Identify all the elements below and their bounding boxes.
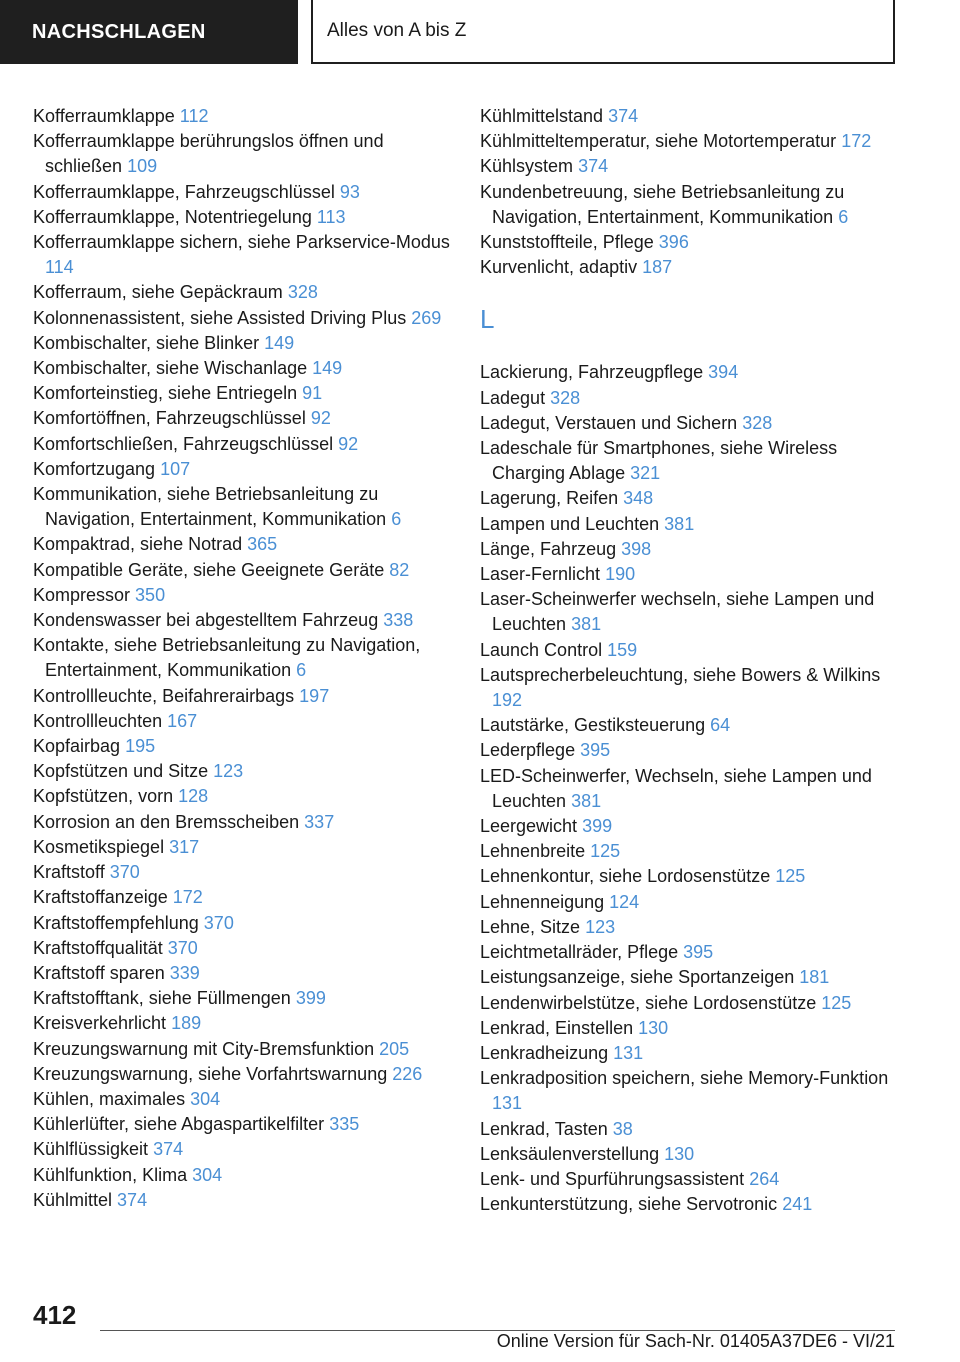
index-entry-term: Komfortöffnen, Fahrzeugschlüssel xyxy=(33,408,306,429)
index-entry-term: Kofferraumklappe xyxy=(33,106,175,126)
index-entry xyxy=(33,1087,453,1112)
page-reference-link[interactable]: 350 xyxy=(135,584,166,605)
index-entry-term: Länge, Fahrzeug xyxy=(480,538,617,559)
page-reference-link[interactable]: 64 xyxy=(710,715,731,736)
page-reference-link[interactable]: 269 xyxy=(411,307,442,328)
index-entry xyxy=(480,991,910,1016)
page-reference-link[interactable]: 92 xyxy=(338,433,359,454)
page-reference-link[interactable]: 130 xyxy=(664,1143,695,1164)
index-entry-term: Lehne, Sitze xyxy=(480,916,581,937)
page-number: 412 xyxy=(33,1300,77,1330)
index-entry xyxy=(33,583,453,608)
index-entry-term: Lendenwirbelstütze, siehe Lordosenstütze xyxy=(480,992,817,1013)
page-reference-link[interactable]: 337 xyxy=(304,811,335,832)
page-reference-link[interactable]: 131 xyxy=(613,1042,644,1063)
page-reference-link[interactable]: 109 xyxy=(127,156,158,177)
page-reference-link[interactable]: 172 xyxy=(172,887,203,908)
page-reference-link[interactable]: 187 xyxy=(642,257,673,278)
page-reference-link[interactable]: 398 xyxy=(621,538,652,559)
index-entry xyxy=(33,784,453,809)
index-entry xyxy=(33,759,453,784)
index-entry-term: Lautstärke, Gestiksteuerung xyxy=(480,715,706,736)
index-entry-term: Lenkrad, Tasten xyxy=(480,1118,608,1139)
index-entry-term: Lehnenbreite xyxy=(480,841,586,862)
index-entry xyxy=(33,810,453,835)
index-entry xyxy=(33,1112,453,1137)
index-entry-term: Kombischalter, siehe Wischanlage xyxy=(33,358,308,379)
index-entry xyxy=(33,734,453,759)
index-group-l xyxy=(480,360,910,1217)
index-entry xyxy=(480,537,910,562)
page-reference-link[interactable]: 395 xyxy=(683,942,714,963)
index-entry xyxy=(33,306,453,331)
index-entry xyxy=(33,280,453,305)
index-entry-term: Lagerung, Reifen xyxy=(480,488,619,509)
page-reference-link[interactable]: 130 xyxy=(638,1017,669,1038)
index-entry-term: Komfortschließen, Fahrzeugschlüssel xyxy=(33,433,334,454)
index-entry-term: Kofferraumklappe, Fahrzeugschlüssel xyxy=(33,181,335,202)
page-reference-link[interactable]: 374 xyxy=(608,106,639,126)
index-entry xyxy=(33,1011,453,1036)
index-entry-term: Kraftstofftank, siehe Füllmengen xyxy=(33,988,291,1009)
index-entry-term: Laser-Fernlicht xyxy=(480,564,601,585)
index-entry-term: Lenkunterstützung, siehe Servotronic xyxy=(480,1194,778,1215)
index-entry-term: Kompaktrad, siehe Notrad xyxy=(33,534,243,555)
index-entry xyxy=(480,1117,910,1142)
index-entry xyxy=(33,1163,453,1188)
index-entry-term: Kompatible Geräte, siehe Geeignete Geräte xyxy=(33,559,385,580)
index-entry-term: Komforteinstieg, siehe Entriegeln xyxy=(33,383,298,404)
index-entry-term: Ladeschale für Smartphones, siehe Wireless Charging Ablage xyxy=(480,438,838,484)
index-entry xyxy=(480,255,910,280)
page-reference-link[interactable]: 149 xyxy=(312,358,343,379)
index-group-k xyxy=(480,104,910,280)
index-entry xyxy=(33,885,453,910)
page-reference-link[interactable]: 125 xyxy=(775,866,806,887)
index-entry-term: Leistungsanzeige, siehe Sportanzeigen xyxy=(480,967,795,988)
index-entry-term: Kofferraumklappe sichern, siehe Parkservice-Modus xyxy=(33,232,450,253)
page-reference-link[interactable]: 91 xyxy=(302,383,323,404)
index-entry xyxy=(480,940,910,965)
page-reference-link[interactable]: 338 xyxy=(383,610,414,631)
page-reference-link[interactable]: 374 xyxy=(153,1139,184,1160)
index-entry-term: Kombischalter, siehe Blinker xyxy=(33,332,260,353)
index-entry xyxy=(480,965,910,990)
index-entry-term: Kraftstoff xyxy=(33,862,105,883)
index-entry xyxy=(480,1016,910,1041)
index-entry xyxy=(33,608,453,633)
page-reference-link[interactable]: 396 xyxy=(658,232,689,253)
index-entry-term: Launch Control xyxy=(480,639,603,660)
index-entry-term: Lenkradheizung xyxy=(480,1042,609,1063)
page-reference-link[interactable]: 107 xyxy=(160,458,191,479)
index-entry xyxy=(480,915,910,940)
index-entry xyxy=(33,457,453,482)
page-reference-link[interactable]: 93 xyxy=(339,181,360,202)
index-entry xyxy=(33,911,453,936)
index-entry xyxy=(33,1062,453,1087)
index-entry xyxy=(33,684,453,709)
section-header xyxy=(311,0,895,64)
index-entry xyxy=(33,532,453,557)
index-entry-term: Lehnenneigung xyxy=(480,891,605,912)
page-reference-link[interactable]: 264 xyxy=(749,1168,780,1189)
index-entry xyxy=(33,986,453,1011)
page-reference-link[interactable]: 123 xyxy=(585,916,616,937)
page-reference-link[interactable]: 321 xyxy=(630,463,661,484)
index-entry-term: Kühlmittel xyxy=(33,1189,113,1210)
page-reference-link[interactable]: 38 xyxy=(612,1118,633,1139)
index-entry-term: Kühlsystem xyxy=(480,156,574,177)
page-reference-link[interactable]: 328 xyxy=(287,282,318,303)
page-reference-link[interactable]: 399 xyxy=(295,988,326,1009)
index-entry-term: Kühlmittelstand xyxy=(480,106,604,126)
index-entry xyxy=(480,1192,910,1217)
index-entry-term: Lenksäulenverstellung xyxy=(480,1143,660,1164)
index-entry-term: Kompressor xyxy=(33,584,131,605)
index-entry-term: Kreuzungswarnung mit City-Bremsfunktion xyxy=(33,1038,375,1059)
page-reference-link[interactable]: 112 xyxy=(179,106,209,126)
index-entry xyxy=(480,587,910,637)
page-reference-link[interactable]: 365 xyxy=(247,534,278,555)
index-entry xyxy=(33,104,453,129)
index-entry xyxy=(480,713,910,738)
index-entry xyxy=(480,1041,910,1066)
index-entry xyxy=(480,890,910,915)
index-entry xyxy=(480,104,910,129)
page-reference-link[interactable]: 6 xyxy=(838,206,849,227)
index-entry-term: Kurvenlicht, adaptiv xyxy=(480,257,638,278)
page-reference-link[interactable]: 348 xyxy=(623,488,654,509)
index-entry-term: Kraftstoffanzeige xyxy=(33,887,168,908)
index-entry xyxy=(480,386,910,411)
page-reference-link[interactable]: 197 xyxy=(299,685,330,706)
page-reference-link[interactable]: 226 xyxy=(392,1063,423,1084)
index-entry-term: Kommunikation, siehe Betriebsanleitung zu Navigation, Entertainment, Kommunikation xyxy=(33,484,387,530)
index-entry xyxy=(480,1167,910,1192)
page-reference-link[interactable]: 6 xyxy=(391,509,402,530)
index-entry-term: Lederpflege xyxy=(480,740,576,761)
index-entry-term: Kreuzungswarnung, siehe Vorfahrtswarnung xyxy=(33,1063,388,1084)
index-entry xyxy=(33,180,453,205)
page-reference-link[interactable]: 304 xyxy=(190,1088,221,1109)
page-reference-link[interactable]: 125 xyxy=(821,992,852,1013)
section-tab-label: NACHSCHLAGEN xyxy=(32,20,206,43)
index-entry-term: Kühlflüssigkeit xyxy=(33,1139,149,1160)
page-reference-link[interactable]: 189 xyxy=(171,1013,202,1034)
index-entry-term: LED-Scheinwerfer, Wechseln, siehe Lampen und Leuchten xyxy=(480,765,872,811)
page-reference-link[interactable]: 399 xyxy=(582,816,613,837)
page-reference-link[interactable]: 328 xyxy=(742,412,773,433)
index-entry xyxy=(33,558,453,583)
index-entry xyxy=(33,860,453,885)
page-reference-link[interactable]: 82 xyxy=(389,559,410,580)
index-entry-term: Laser-Scheinwerfer wechseln, siehe Lampen und Leuchten xyxy=(480,589,875,635)
index-entry xyxy=(33,1188,453,1213)
index-entry-term: Kofferraumklappe, Notentriegelung xyxy=(33,206,312,227)
index-entry xyxy=(33,1137,453,1162)
index-entry-term: Kondenswasser bei abgestelltem Fahrzeug xyxy=(33,610,379,631)
index-entry xyxy=(480,764,910,814)
index-entry xyxy=(480,154,910,179)
page-reference-link[interactable]: 113 xyxy=(316,206,346,227)
index-entry xyxy=(480,864,910,889)
page-reference-link[interactable]: 374 xyxy=(578,156,609,177)
index-entry xyxy=(480,486,910,511)
page-reference-link[interactable]: 394 xyxy=(708,362,739,383)
index-entry xyxy=(480,663,910,713)
index-entry-term: Lenk- und Spurführungsassistent xyxy=(480,1168,745,1189)
index-column-left xyxy=(33,104,453,1213)
index-entry-term: Kontakte, siehe Betriebsanleitung zu Navigation, Entertainment, Kommunikation xyxy=(33,635,421,681)
index-entry xyxy=(33,331,453,356)
page-reference-link[interactable]: 241 xyxy=(782,1194,813,1215)
index-entry-term: Kühlen, maximales xyxy=(33,1088,186,1109)
index-column-right xyxy=(480,104,910,1217)
page-reference-link[interactable]: 123 xyxy=(213,761,244,782)
index-entry xyxy=(480,814,910,839)
index-entry xyxy=(480,1066,910,1116)
index-entry xyxy=(480,180,910,230)
page-reference-link[interactable]: 317 xyxy=(169,836,200,857)
index-entry xyxy=(480,1142,910,1167)
index-entry xyxy=(33,205,453,230)
footer-version-text: Online Version für Sach-Nr. 01405A37DE6 - VI/21 xyxy=(496,1331,895,1351)
index-entry xyxy=(33,709,453,734)
page-reference-link[interactable]: 172 xyxy=(841,131,872,152)
page-reference-link[interactable]: 395 xyxy=(580,740,611,761)
index-entry-term: Kühlerlüfter, siehe Abgaspartikelfilter xyxy=(33,1114,325,1135)
page-reference-link[interactable]: 92 xyxy=(310,408,331,429)
page-reference-link[interactable]: 190 xyxy=(605,564,636,585)
index-entry-term: Kontrollleuchten xyxy=(33,710,163,731)
index-entry xyxy=(480,360,910,385)
index-entry-term: Kofferraum, siehe Gepäckraum xyxy=(33,282,283,303)
index-entry-term: Kunststoffteile, Pflege xyxy=(480,232,654,253)
index-entry xyxy=(33,633,453,683)
index-entry xyxy=(480,839,910,864)
page-reference-link[interactable]: 335 xyxy=(329,1114,360,1135)
page-reference-link[interactable]: 328 xyxy=(550,387,581,408)
index-entry xyxy=(480,230,910,255)
index-entry xyxy=(33,356,453,381)
index-entry-term: Korrosion an den Bremsscheiben xyxy=(33,811,300,832)
index-entry-term: Kopfstützen, vorn xyxy=(33,786,174,807)
page-reference-link[interactable]: 195 xyxy=(125,736,156,757)
index-entry xyxy=(33,835,453,860)
index-entry-term: Kofferraumklappe berührungslos öffnen und schließen xyxy=(33,131,384,177)
index-entry-term: Lehnenkontur, siehe Lordosenstütze xyxy=(480,866,771,887)
page-reference-link[interactable]: 370 xyxy=(109,862,140,883)
index-entry-term: Komfortzugang xyxy=(33,458,156,479)
index-entry xyxy=(33,406,453,431)
index-entry-term: Ladegut, Verstauen und Sichern xyxy=(480,412,738,433)
index-entry-term: Kolonnenassistent, siehe Assisted Driving Plus xyxy=(33,307,407,328)
index-entry xyxy=(480,562,910,587)
index-entry xyxy=(33,432,453,457)
index-entry xyxy=(33,1037,453,1062)
index-entry xyxy=(480,738,910,763)
index-entry-term: Lenkrad, Einstellen xyxy=(480,1017,634,1038)
index-entry xyxy=(480,436,910,486)
index-entry-term: Lackierung, Fahrzeugpflege xyxy=(480,362,704,383)
index-entry xyxy=(480,512,910,537)
section-letter-heading: L xyxy=(480,304,495,335)
page-reference-link[interactable]: 181 xyxy=(799,967,830,988)
page-reference-link[interactable]: 381 xyxy=(664,513,695,534)
page-reference-link[interactable]: 339 xyxy=(169,962,200,983)
index-entry xyxy=(33,129,453,179)
index-entry-term: Kopfstützen und Sitze xyxy=(33,761,209,782)
page-reference-link[interactable]: 370 xyxy=(203,912,234,933)
page-reference-link[interactable]: 159 xyxy=(607,639,638,660)
section-tab xyxy=(0,0,298,64)
page-reference-link[interactable]: 167 xyxy=(167,710,198,731)
page-reference-link[interactable]: 381 xyxy=(571,790,602,811)
index-entry xyxy=(480,129,910,154)
index-entry-term: Lampen und Leuchten xyxy=(480,513,660,534)
section-title: Alles von A bis Z xyxy=(327,20,467,41)
index-entry xyxy=(480,411,910,436)
page-reference-link[interactable]: 149 xyxy=(264,332,295,353)
index-entry xyxy=(33,482,453,532)
index-entry-term: Kühlmitteltemperatur, siehe Motortemperatur xyxy=(480,131,837,152)
page-reference-link[interactable]: 124 xyxy=(609,891,640,912)
index-entry-term: Lautsprecherbeleuchtung, siehe Bowers & Wilkins xyxy=(480,664,881,685)
page-reference-link[interactable]: 6 xyxy=(296,660,307,681)
index-entry xyxy=(33,961,453,986)
index-entry-term: Kraftstoffempfehlung xyxy=(33,912,199,933)
index-entry-term: Kraftstoffqualität xyxy=(33,937,163,958)
page-reference-link[interactable]: 114 xyxy=(45,257,74,278)
index-entry xyxy=(480,638,910,663)
index-entry-term: Kraftstoff sparen xyxy=(33,962,165,983)
page-reference-link[interactable]: 128 xyxy=(178,786,209,807)
index-entry-term: Lenkradposition speichern, siehe Memory-Funktion xyxy=(480,1068,889,1089)
index-entry-term: Kühlfunktion, Klima xyxy=(33,1164,188,1185)
page-reference-link[interactable]: 381 xyxy=(571,614,602,635)
page-reference-link[interactable]: 205 xyxy=(379,1038,410,1059)
page-reference-link[interactable]: 125 xyxy=(590,841,621,862)
index-entry-term: Leichtmetallräder, Pflege xyxy=(480,942,679,963)
index-entry-term: Ladegut xyxy=(480,387,546,408)
page-reference-link[interactable]: 374 xyxy=(117,1189,148,1210)
index-entry-term: Kontrollleuchte, Beifahrerairbags xyxy=(33,685,295,706)
index-entry-term: Kosmetikspiegel xyxy=(33,836,165,857)
index-entry xyxy=(33,381,453,406)
index-entry-term: Kopfairbag xyxy=(33,736,121,757)
page-reference-link[interactable]: 370 xyxy=(167,937,198,958)
page-reference-link[interactable]: 304 xyxy=(192,1164,223,1185)
index-entry-term: Leergewicht xyxy=(480,816,578,837)
index-entry xyxy=(33,936,453,961)
index-entry-term: Kreisverkehrlicht xyxy=(33,1013,167,1034)
index-entry-term: Kundenbetreuung, siehe Betriebsanleitung zu Navigation, Entertainment, Kommunikation xyxy=(480,181,845,227)
page-reference-link[interactable]: 192 xyxy=(492,690,523,711)
index-entry xyxy=(33,230,453,280)
page-reference-link[interactable]: 131 xyxy=(492,1093,523,1114)
